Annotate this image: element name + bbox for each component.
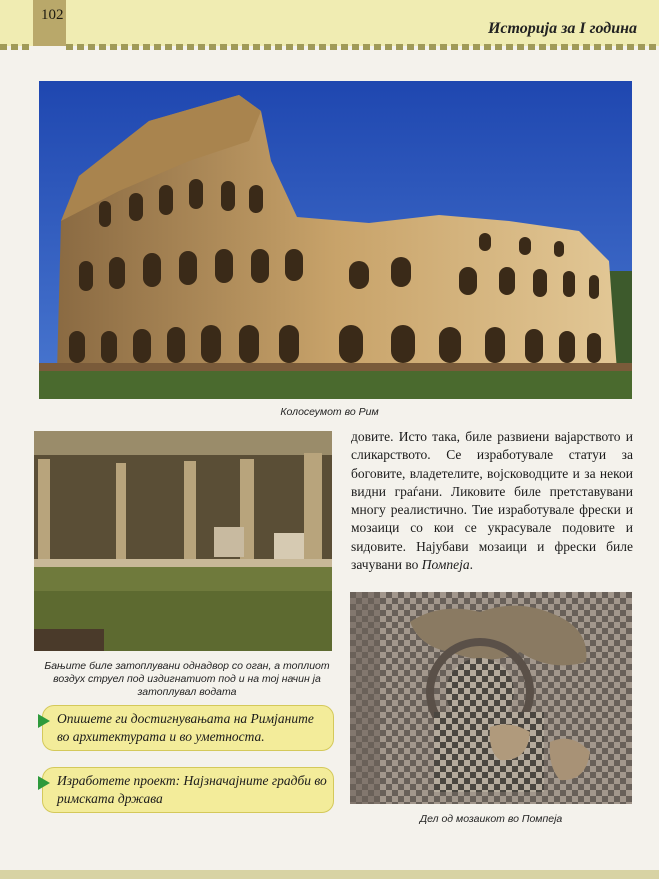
task-text: Опишете ги достигнувањата на Римјаните во архитектурата и во уметноста.	[57, 711, 314, 744]
body-paragraph: довите. Исто така, биле развиени вајарството и сликарството. Се изработувале статуи за боговите, владетелите, војсководците и за некои видни граѓани. Ликовите биле претставувани многу реалистично. Тие изработувале фрески и мозаици со кои се украсувале подовите и ѕидовите. Најубави мозаици и фрески биле зачувани во	[351, 429, 633, 573]
task-box-describe	[42, 705, 334, 751]
colosseum-caption: Колосеумот во Рим	[280, 406, 379, 418]
running-title: Историја за I година	[487, 20, 637, 37]
header-dash-left	[0, 44, 33, 50]
arrow-icon	[38, 776, 50, 790]
body-end: .	[469, 557, 473, 573]
colosseum-photo	[39, 81, 632, 399]
body-text	[351, 428, 633, 574]
task-text: Изработете проект: Најзначајните градби во римската држава	[57, 773, 327, 806]
task-box-project	[42, 767, 334, 813]
page-number: 102	[41, 7, 64, 23]
page-bottom-band	[0, 870, 659, 879]
roman-baths-photo	[34, 431, 332, 651]
mosaic-caption: Дел од мозаикот во Помпеја	[419, 813, 563, 825]
arrow-icon	[38, 714, 50, 728]
pompeii-mosaic-photo	[350, 592, 632, 804]
header-dash-line	[66, 44, 659, 50]
page-header	[0, 0, 659, 46]
baths-caption: Бањите биле затоплувани однадвор со оган, а топлиот воздух струел под издигнатиот под и на тој начин ја затоплувал водата	[44, 660, 330, 698]
body-place: Помпеја	[421, 557, 470, 573]
page-number-box	[33, 0, 66, 46]
